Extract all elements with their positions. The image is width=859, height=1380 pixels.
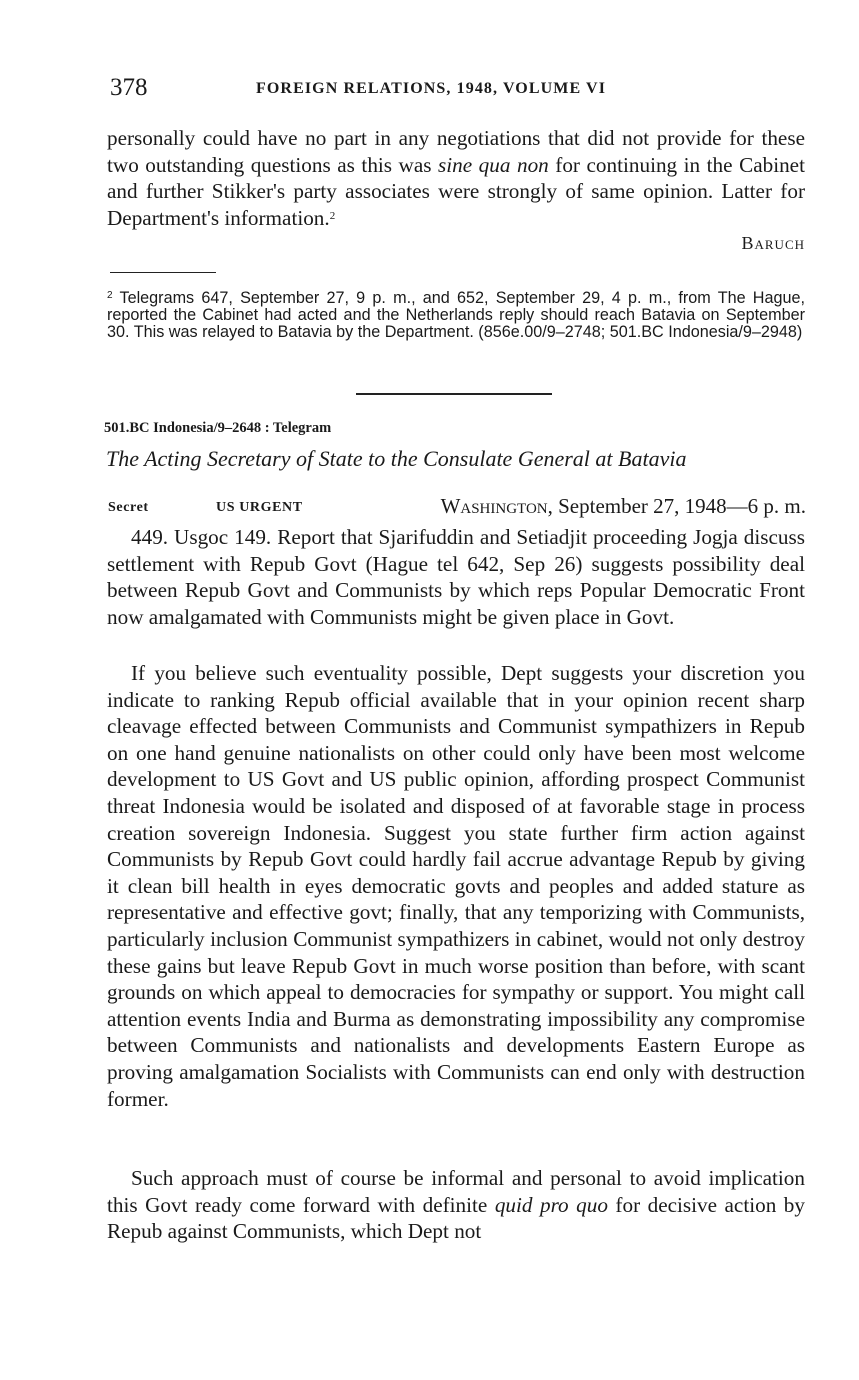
body-paragraph-last: Such approach must of course be informal and personal to avoid implication this Govt ready come forward with definite quid pro quo for decisive action by Repub against Communists, which Dept not [107,1166,805,1244]
running-head: FOREIGN RELATIONS, 1948, VOLUME VI [256,80,607,97]
place: Washington [440,494,548,518]
page-number: 378 [110,74,148,101]
document-title: The Acting Secretary of State to the Consulate General at Batavia [106,446,687,471]
footnote [107,290,805,340]
body-paragraph: If you believe such eventuality possible, Dept suggests your discretion you indicate to ranking Repub official available that in your opinion recent sharp cleavage effected between Communists and Communist sympathizers in Repub on one hand genuine nationalists on other could only have been most welcome development to US Govt and US public opinion, affording prospect Communist threat Indonesia would be isolated and disposed of at favorable stage in process creation sovereign Indonesia. Suggest you state further firm action against Communists by Repub Govt could hardly fail accrue advantage Repub by giving it clean bill health in eyes democratic govts and peoples and added stature as representative and effective govt; finally, that any temporizing with Communists, particularly inclusion Communist sympathizers in cabinet, would not only destroy these gains but leave Repub Govt in much worse position than before, with scant grounds on which appeal to democracies for sympathy or support. You might call attention events India and Burma as demonstrating impossibility any compromise between Communists and nationalists and developments Eastern Europe as proving amalgamation Socialists with Communists can end only with destruction former. [107,661,805,1111]
footnote-marker: 2 [107,290,113,301]
dateline [441,494,806,519]
file-reference: 501.BC Indonesia/9–2648 : Telegram [104,420,332,436]
footnote-text: Telegrams 647, September 27, 9 p. m., and 652, September 29, 4 p. m., from The Hague, reported the Cabinet had acted and the Netherlands reply should reach Batavia on September 30. This was relayed to Batavia by the Department. (856e.00/9–2748; 501.BC Indonesia/9–2948) [107,289,805,341]
classification-line [108,494,806,522]
date: , September 27, 1948—6 p. m. [547,494,806,518]
page-header [110,74,804,106]
classification: Secret [108,500,149,515]
section-divider [356,393,552,395]
signature: Baruch [741,233,805,253]
continuation-paragraph: personally could have no part in any negotiations that did not provide for these two outstanding questions as this was sine qua non for continuing in the Cabinet and further Stikker's party associates were strongly of same opinion. Latter for Department's information.$^2$ [107,126,805,230]
footnote-rule [110,272,216,273]
priority: US URGENT [216,500,303,515]
footnote-reference[interactable]: 2 [329,209,336,222]
body-paragraph: 449. Usgoc 149. Report that Sjarifuddin and Setiadjit proceeding Jogja discuss settlement with Repub Govt (Hague tel 642, Sep 26) suggests possibility deal between Repub Govt and Communists by which reps Popular Democratic Front now amalgamated with Communists might be given place in Govt. [107,525,805,629]
